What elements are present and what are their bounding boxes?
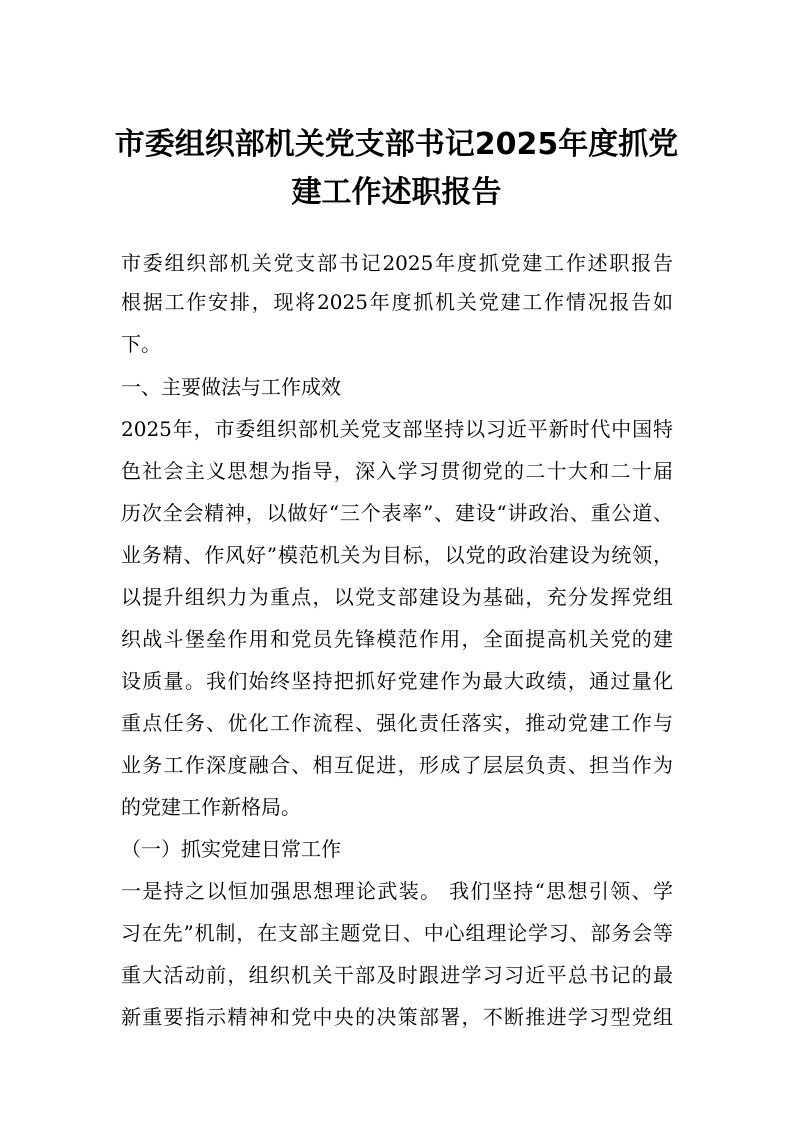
subsection-heading: （一）抓实党建日常工作 — [121, 837, 341, 861]
section-heading: 一、主要做法与工作成效 — [121, 375, 341, 399]
paragraph-line: 业务精、作风好”模范机关为目标，以党的政治建设为统领， — [121, 543, 673, 567]
paragraph-line: 的党建工作新格局。 — [121, 795, 301, 819]
paragraph-line: 下。 — [121, 332, 161, 356]
document-title-line-1: 市委组织部机关党支部书记2025年度抓党 — [114, 127, 679, 162]
document-title-line-2: 建工作述职报告 — [291, 175, 502, 210]
paragraph-line: 历次全会精神，以做好“三个表率”、建设“讲政治、重公道、 — [121, 501, 673, 525]
paragraph-line: 重大活动前，组织机关干部及时跟进学习习近平总书记的最 — [121, 963, 673, 987]
paragraph-line: 色社会主义思想为指导，深入学习贯彻党的二十大和二十届 — [121, 459, 673, 483]
paragraph-line: 重点任务、优化工作流程、强化责任落实，推动党建工作与 — [121, 711, 673, 735]
paragraph-line: 根据工作安排，现将2025年度抓机关党建工作情况报告如 — [121, 290, 673, 314]
paragraph-line: 新重要指示精神和党中央的决策部署，不断推进学习型党组 — [121, 1005, 673, 1029]
paragraph-line: 以提升组织力为重点，以党支部建设为基础，充分发挥党组 — [121, 585, 673, 609]
paragraph-line: 织战斗堡垒作用和党员先锋模范作用，全面提高机关党的建 — [121, 627, 673, 651]
paragraph-line: 设质量。我们始终坚持把抓好党建作为最大政绩，通过量化 — [121, 669, 673, 693]
paragraph-line: 市委组织部机关党支部书记2025年度抓党建工作述职报告 — [121, 251, 673, 275]
paragraph-line: 一是持之以恒加强思想理论武装。 我们坚持“思想引领、学 — [121, 879, 673, 903]
paragraph-line: 业务工作深度融合、相互促进，形成了层层负责、担当作为 — [121, 753, 673, 777]
paragraph-line: 2025年，市委组织部机关党支部坚持以习近平新时代中国特 — [121, 417, 673, 441]
paragraph-line: 习在先”机制，在支部主题党日、中心组理论学习、部务会等 — [121, 921, 673, 945]
